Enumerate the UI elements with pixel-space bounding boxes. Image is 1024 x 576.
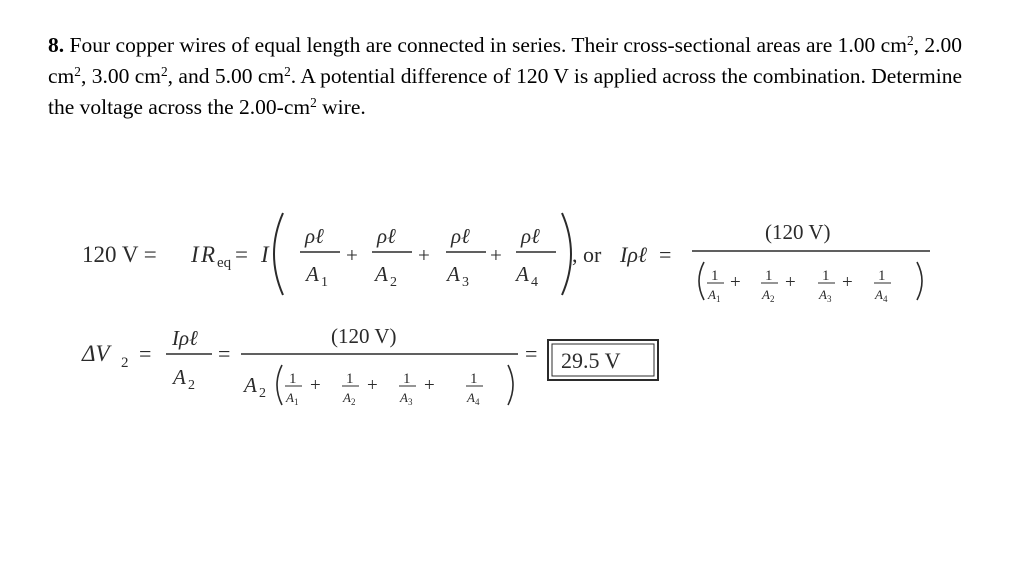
one: 1: [346, 371, 354, 387]
right-paren: [562, 213, 571, 295]
one: 1: [878, 268, 886, 284]
reciprocal-term: [818, 268, 835, 304]
plus-sign: +: [418, 243, 430, 267]
subscript: 2: [390, 275, 397, 290]
delta-v: ΔV: [82, 341, 110, 366]
eq1-current-2: I: [261, 242, 269, 267]
subscript: 1: [321, 275, 328, 290]
equation-1: [82, 213, 930, 304]
plus-sign: +: [346, 243, 358, 267]
problem-number: 8.: [48, 33, 65, 57]
small-subscript: 1: [294, 397, 299, 407]
subscript: 2: [188, 378, 195, 393]
problem-text-1: Four copper wires of equal length are connected in series. Their cross-sectional areas are 1.00 cm: [69, 33, 907, 57]
problem-text-4: , and 5.00 cm: [167, 64, 285, 88]
small-subscript: 4: [475, 397, 480, 407]
eq1-equals-2: =: [659, 242, 672, 267]
small-subscript: 1: [716, 294, 721, 304]
one: 1: [711, 268, 719, 284]
denominator-left-paren: [699, 262, 704, 300]
eq1-resistance: R: [201, 242, 216, 267]
small-subscript: 3: [408, 397, 413, 407]
fraction-denominator: A: [516, 262, 529, 286]
i-rho-l: Iρℓ: [620, 242, 648, 267]
denominator-right-paren: [917, 262, 922, 300]
equals: =: [139, 341, 152, 366]
denominator-left-paren: [277, 365, 282, 405]
fraction-numerator: ρℓ: [451, 224, 470, 248]
fraction-numerator: Iρℓ: [172, 326, 198, 350]
small-subscript: 3: [827, 294, 832, 304]
plus-sign: +: [424, 375, 435, 396]
plus-sign: +: [367, 375, 378, 396]
fraction-numerator: ρℓ: [377, 224, 396, 248]
problem-text-5: . A potential difference of 120 V is applied across the combination. Determine the voltage across the 2.00-cm: [48, 64, 962, 119]
fraction-denominator: A: [447, 262, 460, 286]
problem-text-3: , 3.00 cm: [80, 64, 161, 88]
one: 1: [765, 268, 773, 284]
superscript: 2: [906, 32, 914, 48]
reciprocal-term: [285, 371, 302, 407]
plus-sign: +: [310, 375, 321, 396]
plus-sign: +: [785, 272, 796, 293]
denominator-a: A: [244, 373, 257, 397]
eq1-lhs: 120 V =: [82, 242, 157, 267]
fraction-denominator: A: [173, 365, 186, 389]
or-text: , or: [572, 242, 602, 267]
fraction-denominator: A: [306, 262, 319, 286]
subscript: 2: [259, 386, 266, 401]
superscript: 2: [74, 63, 81, 79]
problem-text-2: , 2.00 cm: [48, 33, 962, 88]
result-value: 29.5 V: [561, 348, 621, 373]
fraction-numerator: ρℓ: [521, 224, 540, 248]
small-subscript: 4: [883, 294, 888, 304]
reciprocal-term: [342, 371, 359, 407]
eq1-equals: =: [235, 242, 248, 267]
superscript: 2: [160, 63, 168, 79]
one: 1: [822, 268, 830, 284]
small-a: A: [467, 390, 475, 405]
small-a: A: [286, 390, 294, 405]
equals: =: [218, 341, 231, 366]
small-subscript: 2: [770, 294, 775, 304]
equals: =: [525, 341, 538, 366]
denominator-right-paren: [508, 365, 513, 405]
reciprocal-term: [466, 371, 483, 407]
fraction-denominator: A: [375, 262, 388, 286]
eq1-eq-subscript: eq: [217, 255, 232, 271]
reciprocal-term: [707, 268, 724, 304]
eq1-current: I: [191, 242, 199, 267]
problem-text-6: wire.: [316, 95, 366, 119]
subscript: 2: [121, 355, 129, 371]
small-a: A: [343, 390, 351, 405]
small-a: A: [708, 287, 716, 302]
superscript: 2: [310, 94, 317, 110]
reciprocal-term: [874, 268, 891, 304]
numerator-120v: (120 V): [765, 220, 831, 244]
fraction-numerator: ρℓ: [305, 224, 324, 248]
one: 1: [470, 371, 478, 387]
reciprocal-term: [761, 268, 778, 304]
subscript: 4: [531, 275, 538, 290]
plus-sign: +: [730, 272, 741, 293]
plus-sign: +: [842, 272, 853, 293]
small-a: A: [875, 287, 883, 302]
small-subscript: 2: [351, 397, 356, 407]
equation-2: [81, 324, 658, 407]
left-paren: [274, 213, 283, 295]
plus-sign: +: [490, 243, 502, 267]
small-a: A: [400, 390, 408, 405]
small-a: A: [819, 287, 827, 302]
small-a: A: [762, 287, 770, 302]
reciprocal-term: [399, 371, 416, 407]
subscript: 3: [462, 275, 469, 290]
one: 1: [403, 371, 411, 387]
one: 1: [289, 371, 297, 387]
numerator-120v: (120 V): [331, 324, 397, 348]
superscript: 2: [284, 63, 291, 79]
